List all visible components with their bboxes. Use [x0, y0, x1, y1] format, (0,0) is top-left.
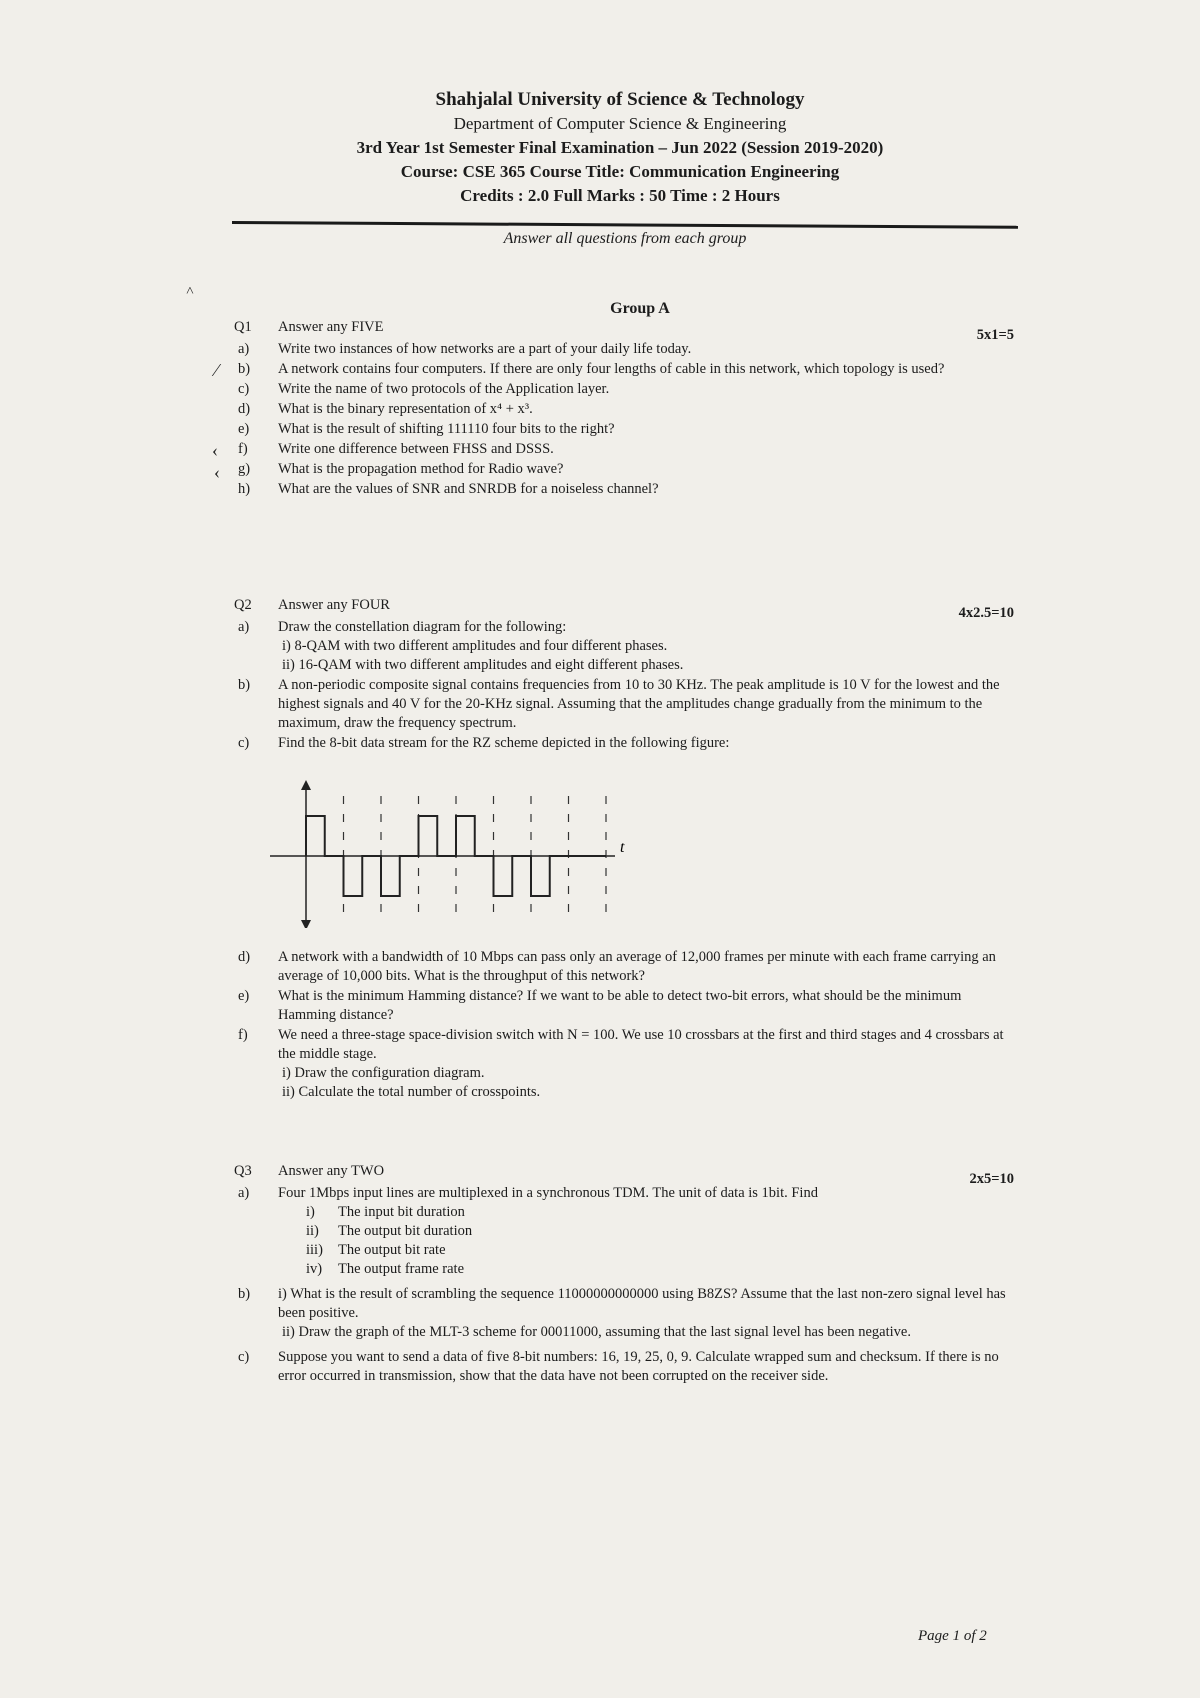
axis-arrow-down	[301, 920, 311, 928]
question-item: c) Find the 8-bit data stream for the RZ scheme depicted in the following figure:	[238, 735, 730, 751]
header-divider	[232, 221, 1018, 229]
instruction-line: Answer all questions from each group	[503, 230, 747, 247]
question-item: b) i) What is the result of scrambling the sequence 11000000000000 using B8ZS? Assume that the last non-zero signal level has been positive. ii) Draw the graph of the MLT-3 scheme for 00011000, assuming that the last signal level has been negative.	[238, 1286, 1006, 1340]
question-number: Q1	[234, 319, 252, 335]
pen-tick-mark: ‹	[214, 462, 220, 482]
question-marks: 5x1=5	[976, 327, 1014, 343]
question-item: f) We need a three-stage space-division switch with N = 100. We use 10 crossbars at the first and third stages and 4 crossbars at the middle stage. i) Draw the configuration diagram. ii) Calculate the total number of crosspoints.	[238, 1027, 1004, 1100]
question-item: d) What is the binary representation of x⁴ + x³.	[238, 401, 533, 417]
question-item: g) What is the propagation method for Radio wave?	[238, 461, 564, 477]
question-item: c) Write the name of two protocols of the Application layer.	[238, 381, 610, 397]
question-3	[234, 1162, 1014, 1387]
time-axis-label: t	[620, 839, 625, 856]
question-item: a) Write two instances of how networks are a part of your daily life today.	[238, 341, 692, 357]
question-marks: 2x5=10	[969, 1171, 1014, 1187]
university-name: Shahjalal University of Science & Technology	[435, 89, 805, 110]
axis-arrow-up	[301, 780, 311, 790]
question-item: e) What is the minimum Hamming distance? If we want to be able to detect two-bit errors, what should be the minimum Hamming distance?	[238, 988, 962, 1023]
stray-mark: ˄	[186, 284, 194, 299]
question-number: Q2	[234, 597, 252, 613]
question-item: f) Write one difference between FHSS and DSSS.	[238, 441, 554, 457]
question-instruction: Answer any FOUR	[278, 597, 390, 613]
group-title: Group A	[610, 300, 670, 317]
question-2	[234, 596, 1014, 754]
question-number: Q3	[234, 1163, 252, 1179]
exam-title: 3rd Year 1st Semester Final Examination – Jun 2022 (Session 2019-2020)	[356, 138, 884, 157]
question-instruction: Answer any FIVE	[278, 319, 384, 335]
question-item: d) A network with a bandwidth of 10 Mbps can pass only an average of 12,000 frames per minute with each frame carrying an average of 10,000 bits. What is the throughput of this network?	[238, 949, 996, 984]
question-marks: 4x2.5=10	[958, 605, 1014, 621]
question-2-continued	[234, 948, 1014, 1103]
question-instruction: Answer any TWO	[278, 1163, 385, 1179]
department-name: Department of Computer Science & Engineering	[453, 114, 787, 133]
course-info: Course: CSE 365 Course Title: Communication Engineering	[400, 162, 840, 181]
exam-header	[300, 88, 940, 208]
question-1	[234, 318, 1014, 500]
question-item: a) Four 1Mbps input lines are multiplexed in a synchronous TDM. The unit of data is 1bit. Find i) The input bit duration ii) The output bit duration iii) The output bit rate iv) The output frame rate	[238, 1185, 818, 1277]
pen-tick-mark: ‹	[212, 440, 218, 460]
question-item: b) A non-periodic composite signal contains frequencies from 10 to 30 KHz. The peak amplitude is 10 V for the lowest and the highest signals and 40 V for the 20-KHz signal. Assuming that the amplitudes change gradually from the minimum to the maximum, draw the frequency spectrum.	[238, 677, 1000, 731]
question-item: b) A network contains four computers. If there are only four lengths of cable in this network, which topology is used?	[238, 361, 945, 377]
credits-info: Credits : 2.0 Full Marks : 50 Time : 2 Hours	[460, 186, 780, 205]
question-item: e) What is the result of shifting 111110 four bits to the right?	[238, 421, 615, 437]
question-item: h) What are the values of SNR and SNRDB for a noiseless channel?	[238, 481, 659, 497]
page-number: Page 1 of 2	[918, 1628, 987, 1644]
rz-signal-figure	[270, 778, 630, 928]
pen-tick-mark: ⁄	[215, 360, 219, 380]
question-item: a) Draw the constellation diagram for the following: i) 8-QAM with two different amplitudes and four different phases. ii) 16-QAM with two different amplitudes and eight different phases.	[238, 619, 684, 673]
question-item: c) Suppose you want to send a data of five 8-bit numbers: 16, 19, 25, 0, 9. Calculate wrapped sum and checksum. If there is no error occurred in transmission, show that the data have not been corrupted on the receiver side.	[238, 1349, 999, 1384]
